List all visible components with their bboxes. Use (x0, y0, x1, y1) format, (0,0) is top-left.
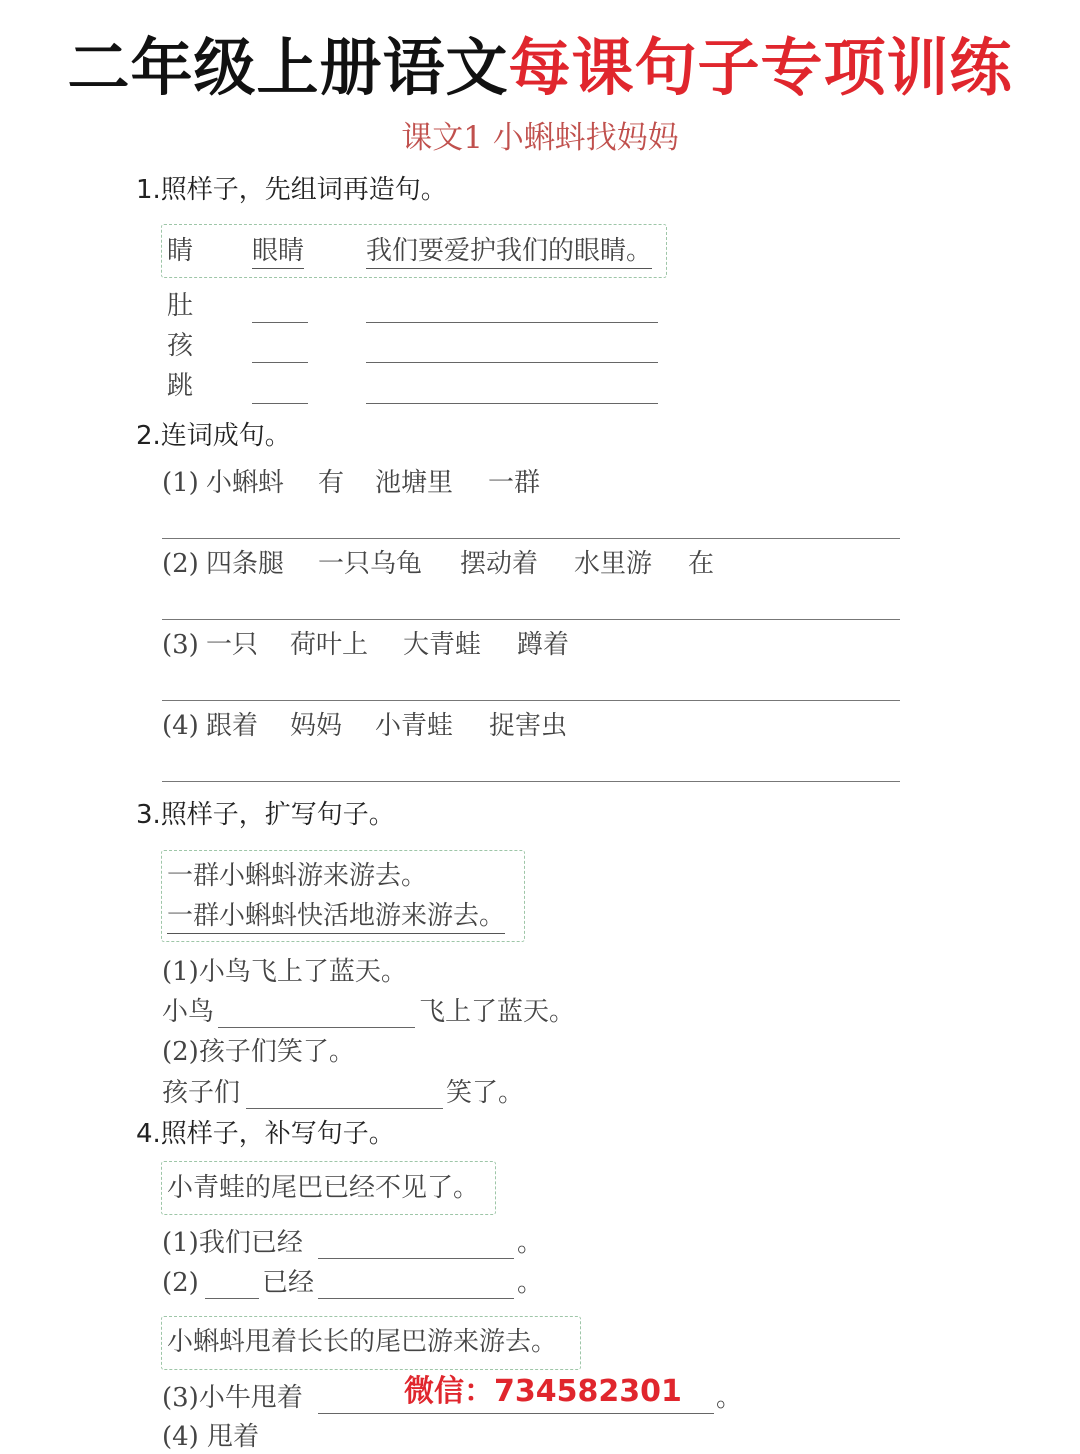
q3-item-post: 笑了。 (446, 1078, 525, 1108)
q2-word: 有 (318, 468, 345, 498)
q2-word: 一只乌龟 (318, 549, 423, 579)
wechat-watermark: 微信：734582301 (404, 1374, 682, 1409)
q2-word: 蹲着 (517, 630, 570, 660)
q1-word-blank[interactable] (252, 322, 308, 323)
q1-sentence-blank[interactable] (366, 322, 658, 323)
q2-word: 大青蛙 (403, 630, 482, 660)
q1-item-char: 跳 (167, 371, 194, 401)
q1-item-char: 肚 (167, 291, 194, 321)
q1-example-word: 眼睛 (252, 234, 304, 269)
q2-word: 荷叶上 (290, 630, 369, 660)
q3-item-post: 飞上了蓝天。 (419, 997, 576, 1027)
lesson-subtitle: 课文1 小蝌蚪找妈妈 (401, 120, 679, 156)
q1-example-char: 睛 (167, 236, 194, 266)
q1-sentence-blank[interactable] (366, 362, 658, 363)
q4-example-sentence: 小青蛙的尾巴已经不见了。 (167, 1173, 480, 1203)
q4-item-pre: (3)小牛甩着 (162, 1383, 303, 1413)
q2-item-number: (2) (162, 549, 199, 579)
q2-word: 四条腿 (206, 549, 285, 579)
q2-heading: 2.连词成句。 (136, 421, 291, 451)
q3-item-pre: 小鸟 (162, 997, 215, 1027)
q2-word: 一只 (206, 630, 259, 660)
q3-item-prompt: (1)小鸟飞上了蓝天。 (162, 957, 407, 987)
q4-item-pre: (2) (162, 1268, 199, 1298)
q2-answer-line[interactable] (162, 619, 900, 620)
q1-item-char: 孩 (167, 331, 194, 361)
q1-word-blank[interactable] (252, 403, 308, 404)
q2-word: 捉害虫 (489, 711, 568, 741)
title-black-part: 二年级上册语文 (67, 31, 509, 104)
q4-item-pre: (1)我们已经 (162, 1228, 303, 1258)
q2-word: 跟着 (206, 711, 259, 741)
title-red-part: 每课句子专项训练 (508, 31, 1013, 104)
q2-answer-line[interactable] (162, 538, 900, 539)
q4-item-end: 。 (517, 1268, 544, 1298)
q2-word: 妈妈 (290, 711, 343, 741)
q3-item-pre: 孩子们 (162, 1078, 241, 1108)
q3-heading: 3.照样子，扩写句子。 (136, 800, 395, 830)
q4-answer-blank[interactable] (318, 1298, 514, 1299)
q2-answer-line[interactable] (162, 700, 900, 701)
q4-item-end: 。 (716, 1383, 743, 1413)
q2-word: 小蝌蚪 (206, 468, 285, 498)
q4-example-sentence: 小蝌蚪甩着长长的尾巴游来游去。 (167, 1327, 558, 1357)
page-title (0, 28, 1080, 108)
q2-word: 水里游 (574, 549, 653, 579)
q2-word: 池塘里 (375, 468, 454, 498)
q3-example-line: 一群小蝌蚪游来游去。 (167, 861, 428, 891)
q4-heading: 4.照样子，补写句子。 (136, 1119, 395, 1149)
q2-word: 小青蛙 (375, 711, 454, 741)
q1-sentence-blank[interactable] (366, 403, 658, 404)
q2-item-number: (1) (162, 468, 199, 498)
q2-answer-line[interactable] (162, 781, 900, 782)
q2-word: 在 (688, 549, 715, 579)
q3-answer-blank[interactable] (246, 1108, 443, 1109)
q1-heading: 1.照样子，先组词再造句。 (136, 175, 447, 205)
q3-answer-blank[interactable] (218, 1027, 415, 1028)
q2-word: 摆动着 (460, 549, 539, 579)
q4-item-end: 。 (517, 1228, 544, 1258)
q4-subject-blank[interactable] (205, 1298, 259, 1299)
q2-item-number: (3) (162, 630, 199, 660)
q4-answer-blank[interactable] (318, 1258, 514, 1259)
q1-word-blank[interactable] (252, 362, 308, 363)
q4-item-mid: 已经 (262, 1268, 315, 1298)
q3-item-prompt: (2)孩子们笑了。 (162, 1037, 355, 1067)
q2-item-number: (4) (162, 711, 199, 741)
q2-word: 一群 (488, 468, 541, 498)
q1-example-sentence: 我们要爱护我们的眼睛。 (366, 234, 652, 269)
q3-example-expanded: 一群小蝌蚪快活地游来游去。 (167, 899, 505, 934)
q4-answer-blank[interactable] (318, 1413, 714, 1414)
q4-item-partial: (4) 甩着 (162, 1422, 260, 1452)
